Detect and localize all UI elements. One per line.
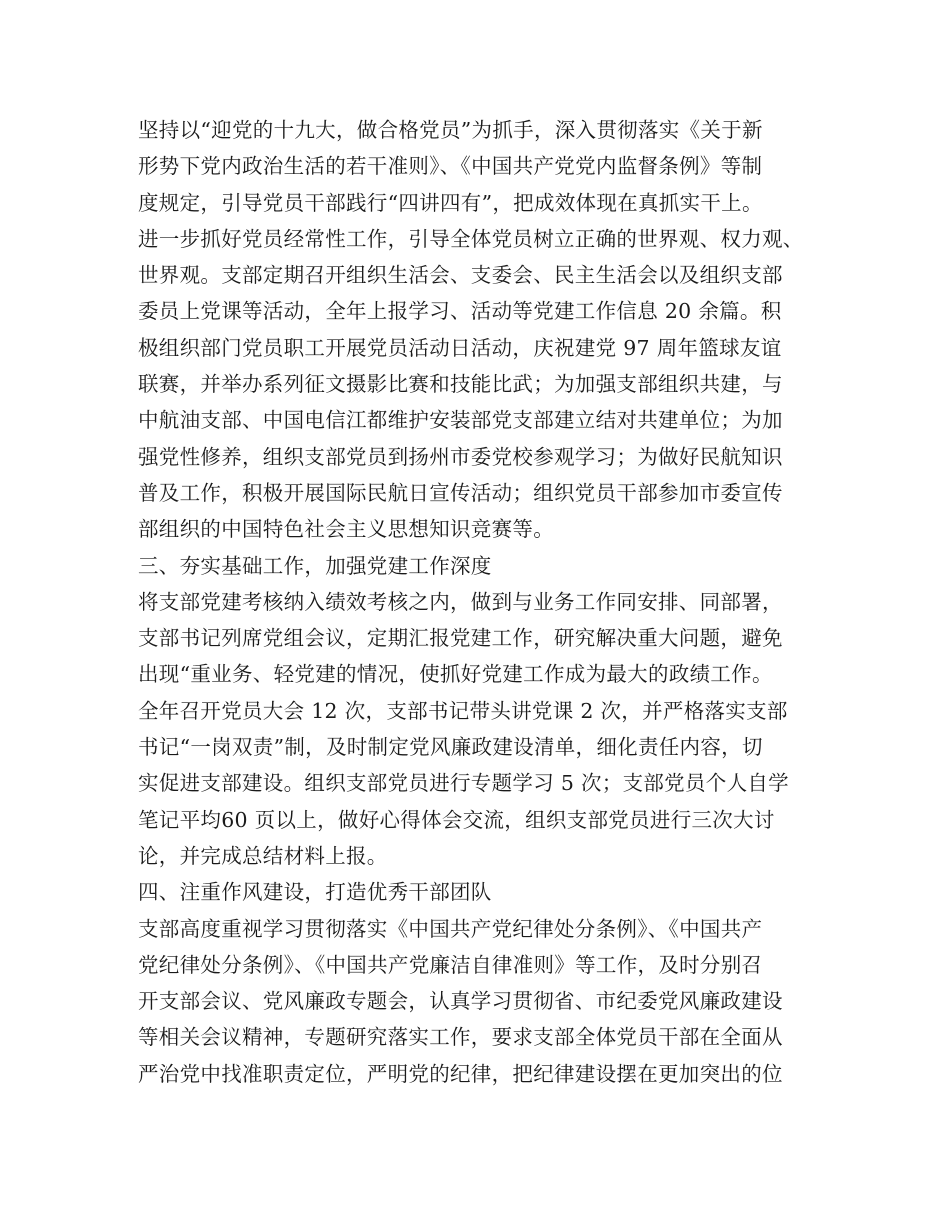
- text-line: 支部书记列席党组会议，定期汇报党建工作，研究解决重大问题，避免: [138, 626, 783, 651]
- document-body: [138, 112, 838, 1092]
- text-line: 世界观。支部定期召开组织生活会、支委会、民主生活会以及组织支部: [138, 263, 783, 288]
- text-line: 度规定，引导党员干部践行“四讲四有”，把成效体现在真抓实干上。: [138, 190, 763, 215]
- text-line: 普及工作，积极开展国际民航日宣传活动；组织党员干部参加市委宣传: [138, 480, 783, 505]
- section-heading: 三、夯实基础工作，加强党建工作深度: [138, 553, 492, 578]
- text-line: 严治党中找准职责定位，严明党的纪律，把纪律建设摆在更加突出的位: [138, 1061, 783, 1086]
- text-line: 联赛，并举办系列征文摄影比赛和技能比武；为加强支部组织共建，与: [138, 372, 783, 397]
- text-line: 强党性修养，组织支部党员到扬州市委党校参观学习；为做好民航知识: [138, 444, 783, 469]
- text-line: 党纪律处分条例》、《中国共产党廉洁自律准则》等工作，及时分别召: [138, 952, 763, 977]
- text-line: 委员上党课等活动，全年上报学习、活动等党建工作信息 20 余篇。积: [138, 299, 782, 324]
- text-line: 书记“一岗双责”制，及时制定党风廉政建设清单，细化责任内容，切: [138, 735, 763, 760]
- text-line: 形势下党内政治生活的若干准则》、《中国共产党党内监督条例》等制: [138, 154, 763, 179]
- text-line: 全年召开党员大会 12 次，支部书记带头讲党课 2 次，并严格落实支部: [138, 698, 788, 723]
- text-line: 论，并完成总结材料上报。: [138, 843, 388, 868]
- text-line: 进一步抓好党员经常性工作，引导全体党员树立正确的世界观、权力观、: [138, 226, 804, 251]
- text-line: 中航油支部、中国电信江都维护安装部党支部建立结对共建单位；为加: [138, 408, 783, 433]
- text-line: 开支部会议、党风廉政专题会，认真学习贯彻省、市纪委党风廉政建设: [138, 989, 783, 1014]
- text-line: 等相关会议精神，专题研究落实工作，要求支部全体党员干部在全面从: [138, 1025, 783, 1050]
- text-line: 部组织的中国特色社会主义思想知识竞赛等。: [138, 517, 554, 542]
- text-line: 实促进支部建设。组织支部党员进行专题学习 5 次；支部党员个人自学: [138, 771, 789, 796]
- text-line: 坚持以“迎党的十九大，做合格党员”为抓手，深入贯彻落实《关于新: [138, 118, 763, 142]
- text-line: 笔记平均60 页以上，做好心得体会交流，组织支部党员进行三次大讨: [138, 807, 775, 832]
- text-line: 支部高度重视学习贯彻落实《中国共产党纪律处分条例》、《中国共产: [138, 916, 763, 941]
- text-line: 极组织部门党员职工开展党员活动日活动，庆祝建党 97 周年篮球友谊: [138, 335, 782, 360]
- section-heading: 四、注重作风建设，打造优秀干部团队: [138, 880, 492, 905]
- text-line: 将支部党建考核纳入绩效考核之内，做到与业务工作同安排、同部署，: [138, 589, 783, 614]
- text-line: 出现“重业务、轻党建的情况，使抓好党建工作成为最大的政绩工作。: [138, 662, 773, 687]
